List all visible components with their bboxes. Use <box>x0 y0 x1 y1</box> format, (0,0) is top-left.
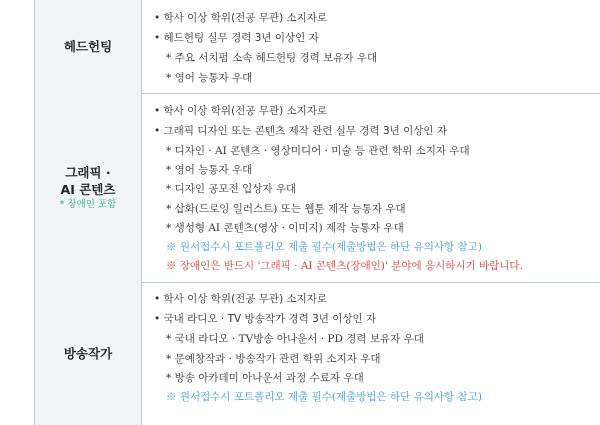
category-title-line2: AI 콘텐츠 <box>60 181 116 197</box>
requirement-line: • 학사 이상 학위(전공 무관) 소지자로 <box>154 293 328 305</box>
category-title-line1: 그래픽 · <box>65 164 111 180</box>
requirement-line: • 학사 이상 학위(전공 무관) 소지자로 <box>154 105 328 117</box>
preference-line: * 주요 서치펌 소속 헤드헌팅 경력 보유자 우대 <box>166 52 378 64</box>
table-row-headhunting <box>35 0 600 94</box>
category-cell <box>35 93 141 282</box>
category-note: * 장애인 포함 <box>59 198 117 210</box>
category-title: 방송작가 <box>63 346 113 361</box>
disability-note: ※ 장애인은 반드시 '그래픽 · AI 콘텐츠(장애인)' 분야에 응시하시기 바랍니다. <box>166 260 523 272</box>
preference-line: * 삽화(드로잉 일러스트) 또는 웹툰 제작 능통자 우대 <box>166 203 406 215</box>
category-title: 헤드헌팅 <box>63 38 113 54</box>
portfolio-note: ※ 원서접수시 포트폴리오 제출 필수(제출방법은 하단 유의사항 참고) <box>166 391 482 403</box>
preference-line: * 영어 능통자 우대 <box>166 72 253 84</box>
preference-line: * 국내 라디오 · TV방송 아나운서 · PD 경력 보유자 우대 <box>166 333 424 345</box>
preference-line: * 생성형 AI 콘텐츠(영상 · 이미지) 제작 능통자 우대 <box>166 222 404 234</box>
table-row-graphic-ai <box>35 93 600 283</box>
requirement-line: • 국내 라디오 · TV 방송작가 경력 3년 이상인 자 <box>154 313 377 325</box>
preference-line: * 디자인 · AI 콘텐츠 · 영상미디어 · 미술 등 관련 학위 소지자 우대 <box>166 145 470 157</box>
table-row-broadcast-writer <box>35 282 600 425</box>
category-cell <box>35 0 141 93</box>
preference-line: * 방송 아카데미 아나운서 과정 수료자 우대 <box>166 372 364 384</box>
requirement-line: • 학사 이상 학위(전공 무관) 소지자로 <box>154 12 328 24</box>
preference-line: * 영어 능통자 우대 <box>166 164 253 176</box>
requirements-cell <box>141 282 600 425</box>
category-cell <box>35 282 141 425</box>
requirements-table <box>34 0 600 425</box>
requirements-cell <box>141 0 600 93</box>
requirement-line: • 그래픽 디자인 또는 콘텐츠 제작 관련 실무 경력 3년 이상인 자 <box>154 125 448 137</box>
requirement-line: • 헤드헌팅 실무 경력 3년 이상인 자 <box>154 32 319 44</box>
requirements-cell <box>141 93 600 282</box>
preference-line: * 디자인 공모전 입상자 우대 <box>166 183 297 195</box>
preference-line: * 문예창작과 · 방송작가 관련 학위 소지자 우대 <box>166 353 381 365</box>
portfolio-note: ※ 원서접수시 포트폴리오 제출 필수(제출방법은 하단 유의사항 참고) <box>166 241 482 253</box>
